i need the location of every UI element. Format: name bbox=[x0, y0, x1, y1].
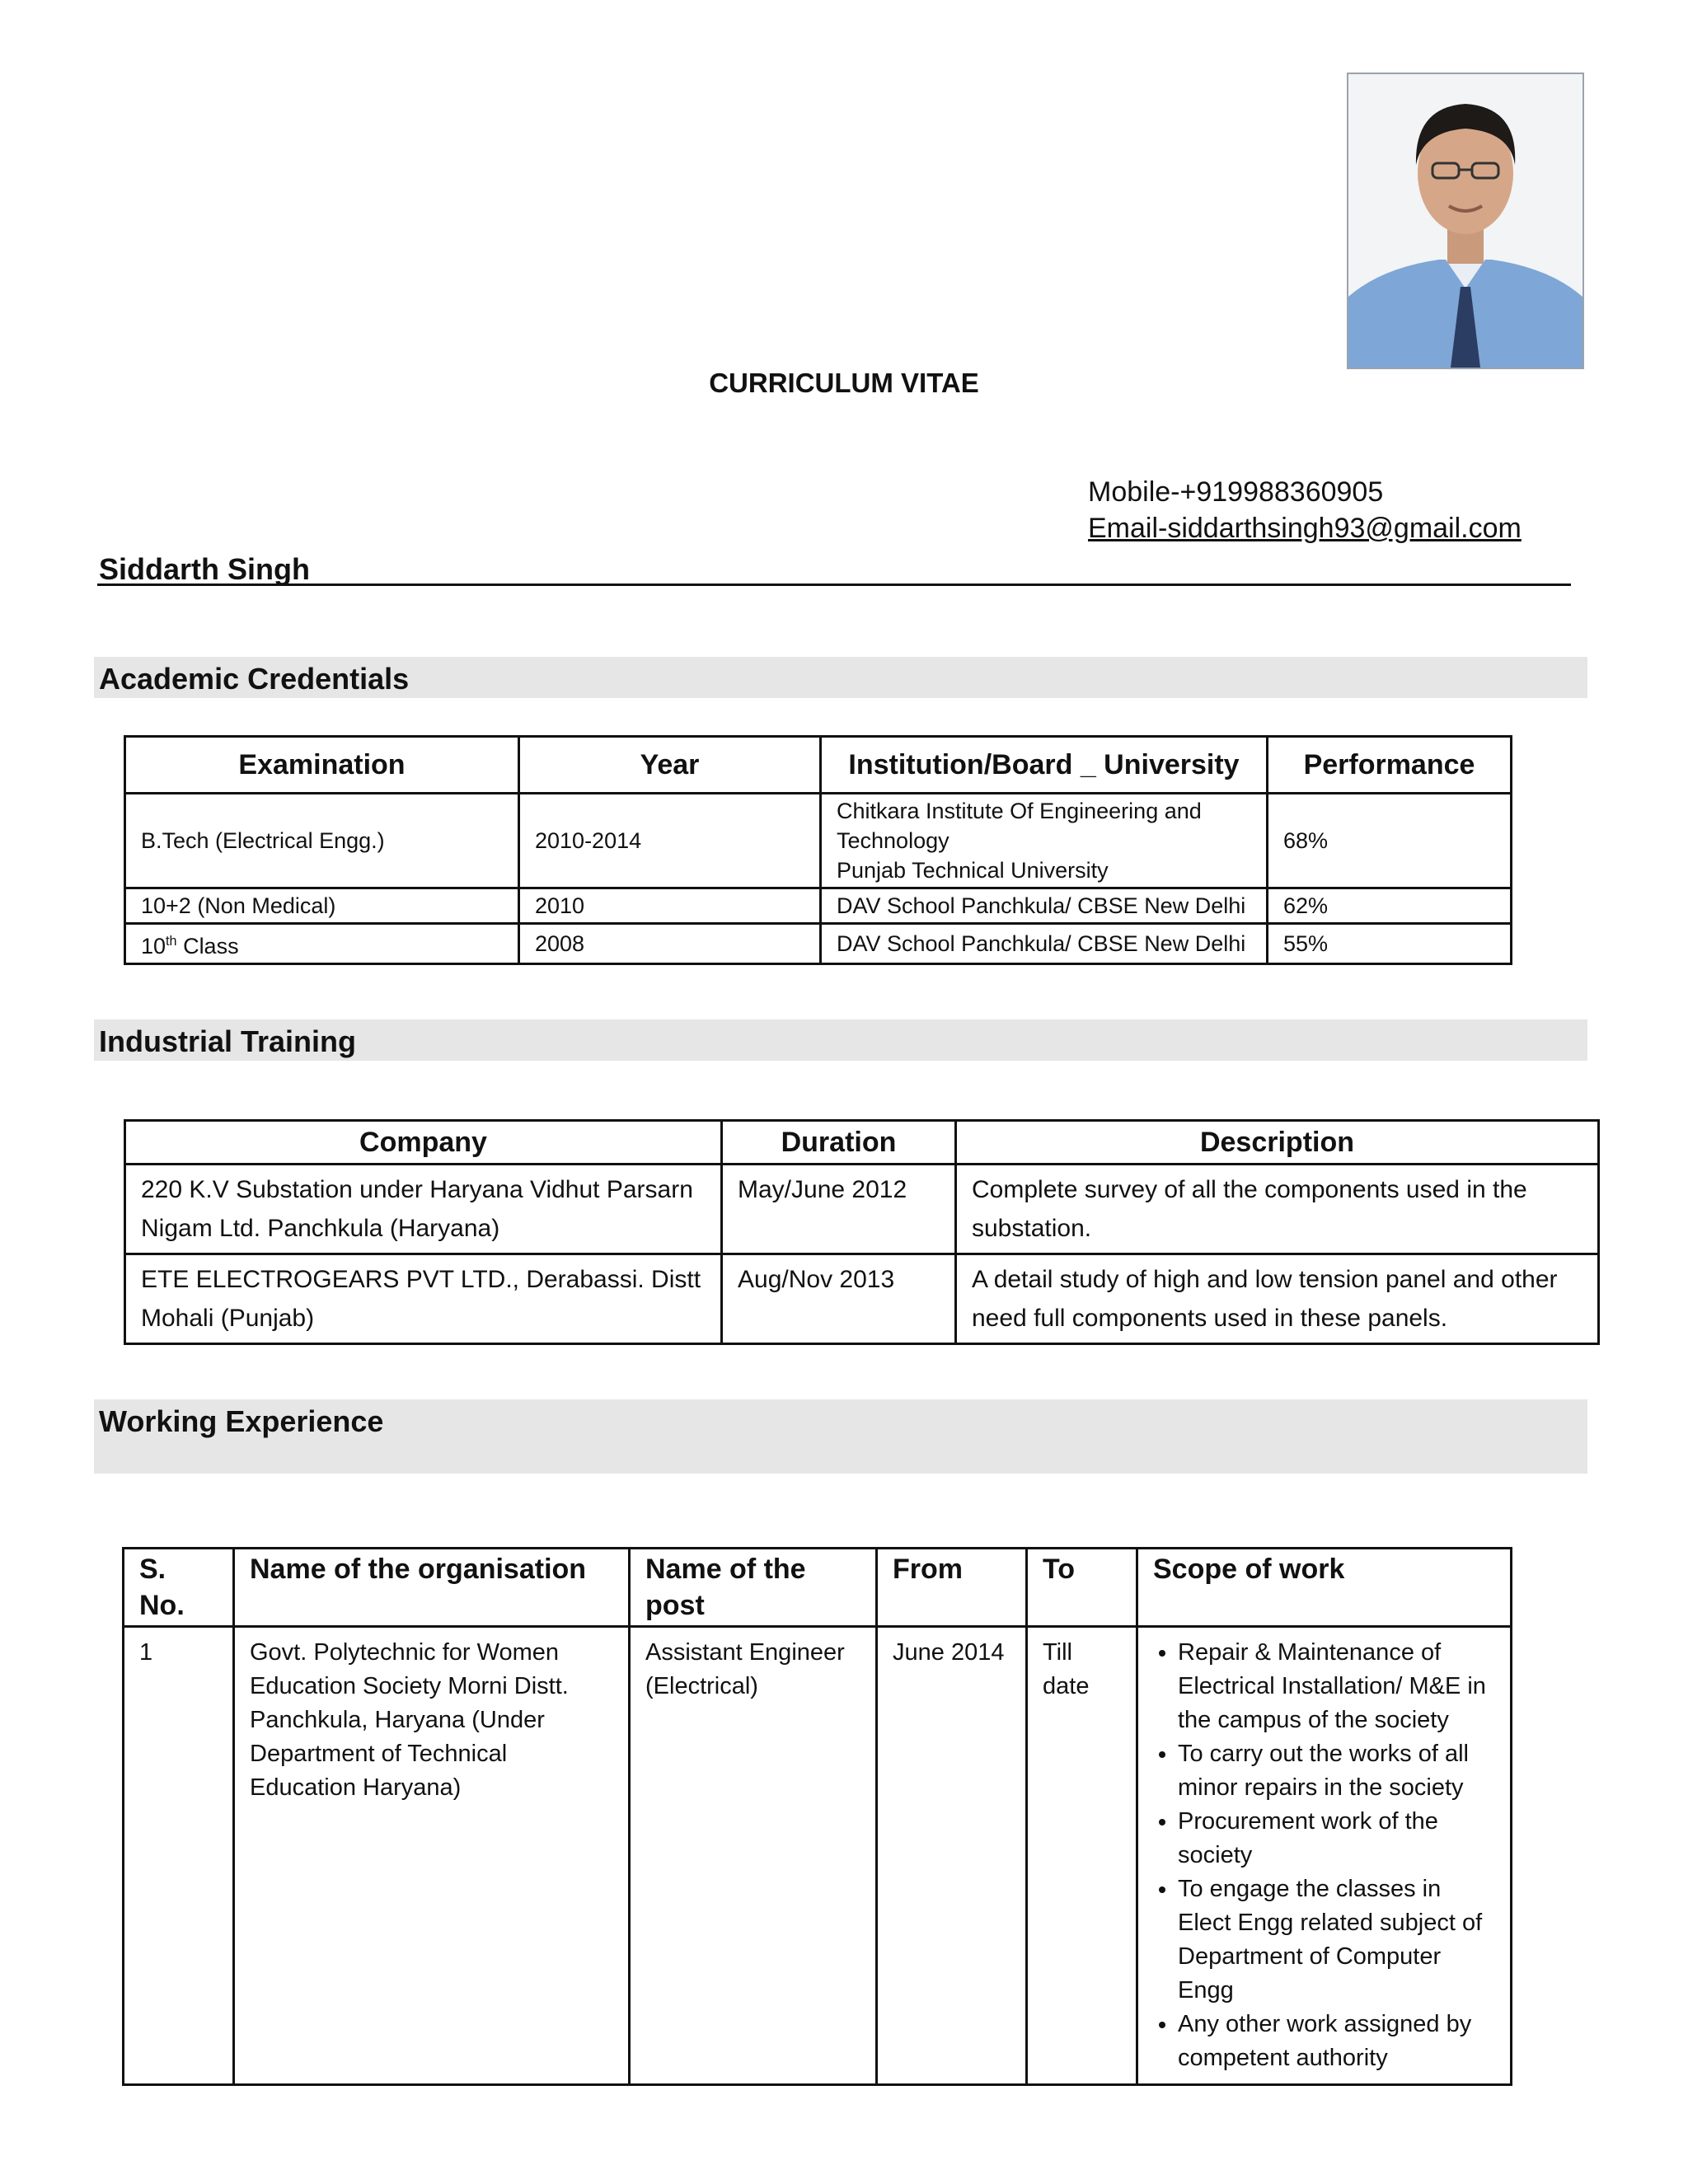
performance-cell: 62% bbox=[1268, 888, 1512, 924]
exam-text: Class bbox=[176, 934, 239, 958]
academic-table bbox=[124, 735, 1512, 965]
table-header-row bbox=[125, 737, 1512, 794]
to-cell: Till date bbox=[1027, 1627, 1137, 2085]
column-header: Name of the post bbox=[630, 1549, 877, 1627]
training-table bbox=[124, 1119, 1600, 1345]
scope-item: • To engage the classes in Elect Engg related subject of Department of Computer Engg bbox=[1178, 1872, 1495, 2008]
section-heading: Academic Credentials bbox=[99, 662, 410, 696]
section-industrial-training bbox=[94, 1019, 1587, 1061]
scope-item: • Procurement work of the society bbox=[1178, 1805, 1495, 1872]
institution-line: Technology bbox=[837, 828, 950, 853]
from-cell: June 2014 bbox=[877, 1627, 1027, 2085]
section-academic-credentials bbox=[94, 657, 1587, 698]
column-header: From bbox=[877, 1549, 1027, 1627]
column-header: Scope of work bbox=[1137, 1549, 1512, 1627]
performance-cell: 68% bbox=[1268, 794, 1512, 888]
company-line: Mohali (Punjab) bbox=[141, 1305, 315, 1332]
scope-cell bbox=[1137, 1627, 1512, 2085]
year-cell: 2008 bbox=[519, 924, 821, 964]
table-row bbox=[125, 924, 1512, 964]
post-cell: Assistant Engineer (Electrical) bbox=[630, 1627, 877, 2085]
company-line: Nigam Ltd. Panchkula (Haryana) bbox=[141, 1215, 500, 1242]
year-cell: 2010 bbox=[519, 888, 821, 924]
exam-superscript: th bbox=[166, 934, 177, 949]
column-header: Description bbox=[956, 1121, 1599, 1165]
document-title: CURRICULUM VITAE bbox=[709, 368, 979, 398]
sno-cell: 1 bbox=[124, 1627, 234, 2085]
company-line: 220 K.V Substation under Haryana Vidhut Parsarn bbox=[141, 1176, 693, 1203]
duration-cell: Aug/Nov 2013 bbox=[722, 1254, 956, 1344]
scope-item: • Repair & Maintenance of Electrical Installation/ M&E in the campus of the society bbox=[1178, 1636, 1495, 1737]
duration-cell: May/June 2012 bbox=[722, 1165, 956, 1254]
column-header: Company bbox=[125, 1121, 722, 1165]
column-header: Duration bbox=[722, 1121, 956, 1165]
description-line: substation. bbox=[972, 1215, 1092, 1242]
column-header: Examination bbox=[125, 737, 519, 794]
institution-line: Punjab Technical University bbox=[837, 858, 1109, 883]
table-row bbox=[125, 794, 1512, 888]
description-cell bbox=[956, 1254, 1599, 1344]
institution-line: Chitkara Institute Of Engineering and bbox=[837, 799, 1202, 823]
exam-cell: 10+2 (Non Medical) bbox=[125, 888, 519, 924]
profile-photo bbox=[1347, 73, 1584, 369]
person-photo-icon bbox=[1348, 74, 1582, 368]
institution-cell: DAV School Panchkula/ CBSE New Delhi bbox=[821, 888, 1268, 924]
description-cell bbox=[956, 1165, 1599, 1254]
table-row bbox=[125, 888, 1512, 924]
column-header: Year bbox=[519, 737, 821, 794]
company-cell bbox=[125, 1165, 722, 1254]
exam-cell: B.Tech (Electrical Engg.) bbox=[125, 794, 519, 888]
description-line: A detail study of high and low tension panel and other bbox=[972, 1266, 1558, 1293]
column-header: Performance bbox=[1268, 737, 1512, 794]
description-line: Complete survey of all the components used in the bbox=[972, 1176, 1527, 1203]
table-header-row bbox=[124, 1549, 1512, 1627]
institution-cell bbox=[821, 794, 1268, 888]
scope-list bbox=[1153, 1636, 1495, 2075]
table-header-row bbox=[125, 1121, 1599, 1165]
candidate-name: Siddarth Singh bbox=[99, 552, 310, 586]
column-header: S. No. bbox=[124, 1549, 234, 1627]
organisation-cell: Govt. Polytechnic for Women Education Society Morni Distt. Panchkula, Haryana (Under Department of Technical Education Haryana) bbox=[234, 1627, 630, 2085]
year-cell: 2010-2014 bbox=[519, 794, 821, 888]
company-line: ETE ELECTROGEARS PVT LTD., Derabassi. Distt bbox=[141, 1266, 701, 1293]
company-cell bbox=[125, 1254, 722, 1344]
description-line: need full components used in these panels. bbox=[972, 1305, 1448, 1332]
column-header: To bbox=[1027, 1549, 1137, 1627]
email-link[interactable]: Email-siddarthsingh93@gmail.com bbox=[1088, 513, 1522, 544]
column-header: Institution/Board _ University bbox=[821, 737, 1268, 794]
exam-text: 10 bbox=[141, 934, 166, 958]
name-line bbox=[97, 551, 1571, 586]
exam-cell bbox=[125, 924, 519, 964]
scope-item: • Any other work assigned by competent authority bbox=[1178, 2008, 1495, 2075]
performance-cell: 55% bbox=[1268, 924, 1512, 964]
institution-cell: DAV School Panchkula/ CBSE New Delhi bbox=[821, 924, 1268, 964]
scope-item: • To carry out the works of all minor repairs in the society bbox=[1178, 1737, 1495, 1805]
table-row bbox=[125, 1165, 1599, 1254]
table-row bbox=[124, 1627, 1512, 2085]
column-header: Name of the organisation bbox=[234, 1549, 630, 1627]
section-heading: Industrial Training bbox=[99, 1024, 357, 1058]
section-heading: Working Experience bbox=[99, 1404, 384, 1438]
experience-table bbox=[122, 1547, 1512, 2086]
mobile-number: Mobile-+919988360905 bbox=[1088, 476, 1384, 508]
section-working-experience bbox=[94, 1399, 1587, 1474]
table-row bbox=[125, 1254, 1599, 1344]
